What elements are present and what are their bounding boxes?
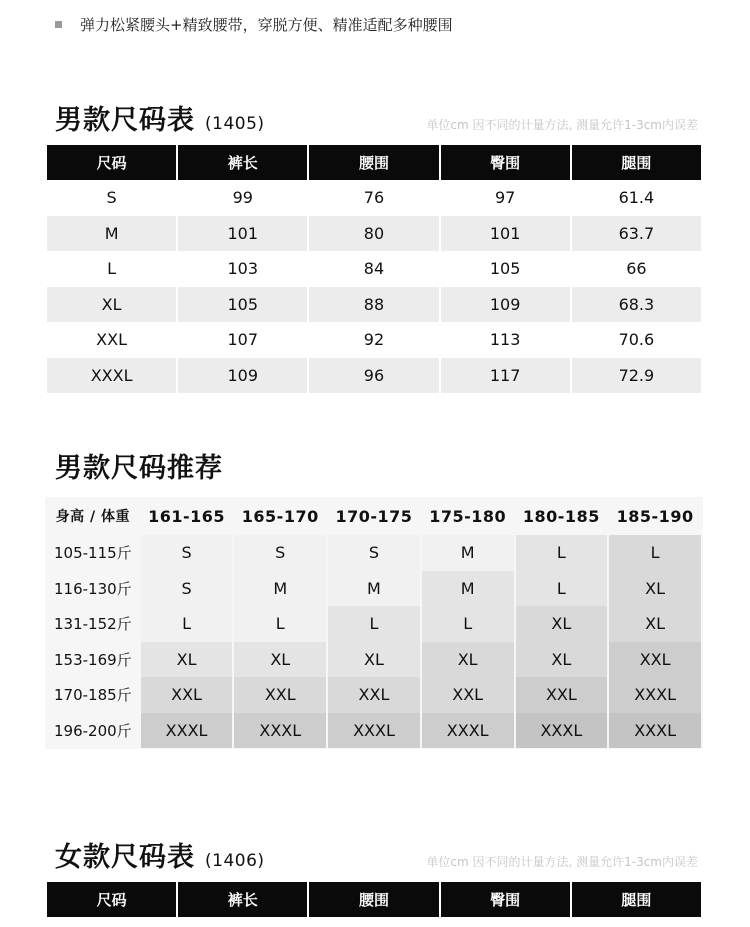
table-cell: 92 <box>363 330 385 350</box>
size-cell: L <box>516 535 608 571</box>
men-size-table-header <box>47 145 701 180</box>
table-cell: 107 <box>227 330 259 350</box>
header-waist: 腰围 <box>309 145 438 180</box>
table-row <box>47 571 701 607</box>
women-size-chart-title-text: 女款尺码表 <box>55 842 195 873</box>
height-range: 161-165 <box>148 506 226 526</box>
table-cell: 68.3 <box>572 287 701 323</box>
header-hip: 臀围 <box>441 882 570 917</box>
table-cell: 97 <box>494 188 516 208</box>
height-range: 185-190 <box>616 506 694 526</box>
size-cell: XXL <box>422 677 514 713</box>
table-cell: 101 <box>178 216 307 252</box>
size-cell: XL <box>234 642 326 678</box>
table-row <box>47 606 701 642</box>
table-cell: XXL <box>96 330 128 350</box>
table-cell: 63.7 <box>572 216 701 252</box>
table-cell: S <box>106 188 117 208</box>
size-recommend-title: 男款尺码推荐 <box>55 453 223 484</box>
table-cell: 105 <box>489 259 521 279</box>
size-cell: S <box>141 535 233 571</box>
height-range: 180-185 <box>522 506 600 526</box>
table-row <box>47 216 701 252</box>
corner-label: 身高 / 体重 <box>55 509 131 525</box>
size-cell: XXL <box>328 677 420 713</box>
table-cell: XL <box>47 287 176 323</box>
size-cell: XXL <box>234 677 326 713</box>
weight-range: 153-169斤 <box>54 650 132 669</box>
men-size-table <box>45 145 703 393</box>
table-row <box>47 180 701 216</box>
height-range: 170-175 <box>335 506 413 526</box>
height-range: 175-180 <box>429 506 507 526</box>
table-cell: L <box>107 259 117 279</box>
size-cell: M <box>422 535 514 571</box>
men-product-code: (1405) <box>205 114 265 134</box>
table-row <box>47 713 701 749</box>
size-cell: XXXL <box>516 713 608 749</box>
women-size-table-header <box>47 882 701 917</box>
size-cell: XXXL <box>141 713 233 749</box>
size-cell: M <box>234 571 326 607</box>
size-cell: XXXL <box>609 677 701 713</box>
size-cell: M <box>422 571 514 607</box>
women-product-code: (1406) <box>205 851 265 871</box>
men-size-chart-title <box>55 98 265 137</box>
size-cell: XXXL <box>328 713 420 749</box>
feature-note-text: 弹力松紧腰头+精致腰带，穿脱方便、精准适配多种腰围 <box>80 15 453 34</box>
size-cell: XL <box>609 606 701 642</box>
feature-note <box>55 12 453 36</box>
table-row <box>47 642 701 678</box>
weight-range: 131-152斤 <box>54 615 132 634</box>
header-length: 裤长 <box>178 882 307 917</box>
size-cell: XL <box>516 642 608 678</box>
weight-range: 105-115斤 <box>54 544 132 563</box>
height-range: 165-170 <box>241 506 319 526</box>
table-cell: M <box>47 216 176 252</box>
header-waist: 腰围 <box>309 882 438 917</box>
size-cell: XL <box>609 571 701 607</box>
recommend-header-row <box>47 497 701 535</box>
table-cell: 76 <box>363 188 385 208</box>
size-cell: XXXL <box>234 713 326 749</box>
table-cell: 66 <box>626 259 647 279</box>
header-thigh: 腿围 <box>572 882 701 917</box>
table-cell: 113 <box>489 330 521 350</box>
table-cell: 96 <box>309 358 438 394</box>
table-cell: 61.4 <box>618 188 655 208</box>
header-hip: 臀围 <box>441 145 570 180</box>
size-recommend-table <box>45 497 703 748</box>
size-cell: XL <box>141 642 233 678</box>
size-cell: L <box>328 606 420 642</box>
size-cell: L <box>609 535 701 571</box>
table-cell: XXXL <box>47 358 176 394</box>
size-cell: S <box>328 535 420 571</box>
size-cell: L <box>422 606 514 642</box>
size-cell: XXXL <box>609 713 701 749</box>
size-cell: XXL <box>516 677 608 713</box>
table-cell: 109 <box>178 358 307 394</box>
table-row <box>47 358 701 394</box>
table-cell: 101 <box>441 216 570 252</box>
men-unit-note: 单位cm 因不同的计量方法, 测量允许1-3cm内误差 <box>426 118 698 132</box>
table-row <box>47 535 701 571</box>
table-cell: 109 <box>441 287 570 323</box>
table-row <box>47 251 701 287</box>
table-cell: 72.9 <box>572 358 701 394</box>
size-cell: XL <box>516 606 608 642</box>
size-cell: S <box>141 571 233 607</box>
table-cell: 70.6 <box>618 330 655 350</box>
women-size-chart-title <box>55 835 265 874</box>
women-size-table <box>45 882 703 917</box>
header-length: 裤长 <box>178 145 307 180</box>
size-cell: XXL <box>609 642 701 678</box>
size-cell: XXXL <box>422 713 514 749</box>
table-cell: 105 <box>178 287 307 323</box>
size-cell: XL <box>422 642 514 678</box>
size-cell: L <box>234 606 326 642</box>
size-cell: L <box>141 606 233 642</box>
size-recommend-panel <box>45 497 703 749</box>
table-row <box>47 677 701 713</box>
bullet-square-icon <box>55 21 62 28</box>
men-size-chart-title-text: 男款尺码表 <box>55 105 195 136</box>
table-cell: 117 <box>441 358 570 394</box>
weight-range: 116-130斤 <box>54 579 132 598</box>
size-cell: L <box>516 571 608 607</box>
header-size: 尺码 <box>47 145 176 180</box>
table-row <box>47 322 701 358</box>
size-cell: XL <box>328 642 420 678</box>
table-cell: 80 <box>309 216 438 252</box>
women-unit-note: 单位cm 因不同的计量方法, 测量允许1-3cm内误差 <box>426 855 698 869</box>
size-cell: S <box>234 535 326 571</box>
header-size: 尺码 <box>47 882 176 917</box>
weight-range: 196-200斤 <box>54 721 132 740</box>
size-cell: M <box>328 571 420 607</box>
table-row <box>47 287 701 323</box>
table-cell: 99 <box>232 188 253 208</box>
table-cell: 88 <box>309 287 438 323</box>
weight-range: 170-185斤 <box>54 686 132 705</box>
header-thigh: 腿围 <box>572 145 701 180</box>
table-cell: 84 <box>363 259 385 279</box>
table-cell: 103 <box>227 259 259 279</box>
size-cell: XXL <box>141 677 233 713</box>
